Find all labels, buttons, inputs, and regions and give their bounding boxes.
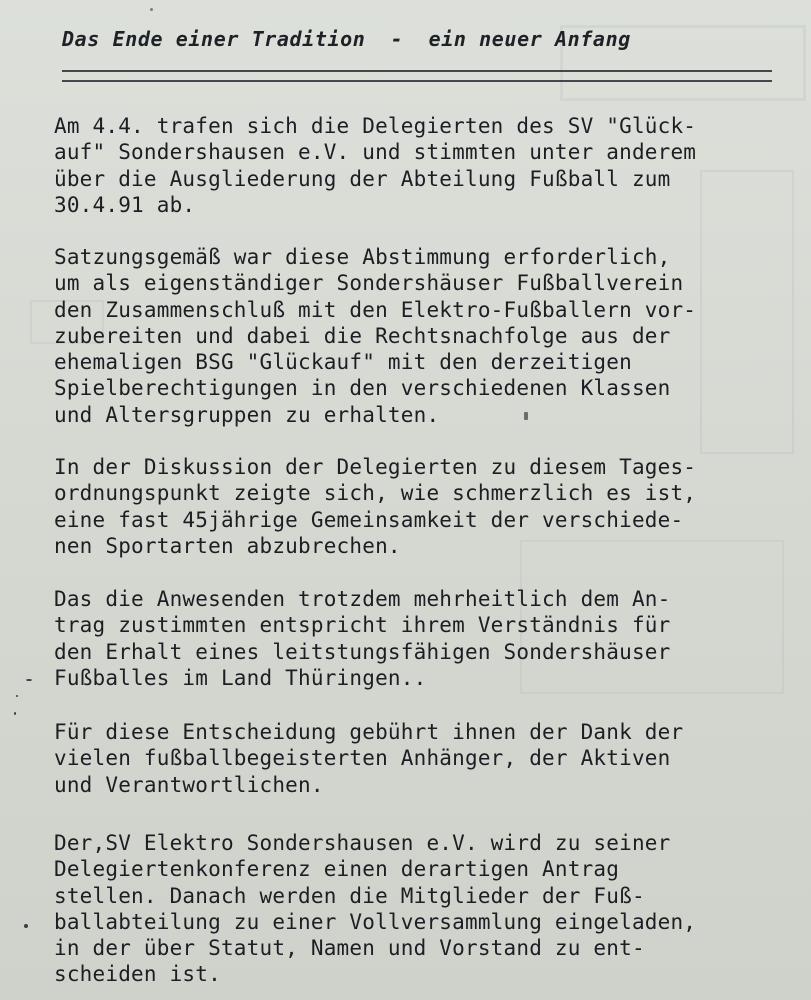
paragraph-4: Das die Anwesenden trotzdem mehrheitlich dem An- trag zustimmten entspricht ihrem Verständnis für den Erhalt eines leitstungsfähigen Sondershäuser Fußballes im Land Thüringen.. — [54, 587, 671, 690]
document-title: Das Ende einer Tradition - ein neuer Anfang — [62, 27, 631, 51]
ink-speck — [16, 695, 18, 697]
paragraph-1: Am 4.4. trafen sich die Delegierten des SV "Glück- auf" Sondershausen e.V. und stimmten unter anderem über die Ausgliederung der Abteilung Fußball zum 30.4.91 ab. — [54, 114, 697, 217]
ink-speck — [524, 412, 528, 420]
title-double-rule — [62, 70, 772, 82]
paragraph-5: Für diese Entscheidung gebührt ihnen der Dank der vielen fußballbegeisterten Anhänger, der Aktiven und Verantwortlichen. — [54, 720, 684, 797]
ink-speck — [26, 679, 32, 681]
paragraph-3: In der Diskussion der Delegierten zu diesem Tages- ordnungspunkt zeigte sich, wie schmerzlich es ist, eine fast 45jährige Gemeinsamkeit der verschiede- nen Sportarten abzubrechen. — [54, 455, 697, 558]
paragraph-6: Der,SV Elektro Sondershausen e.V. wird zu seiner Delegiertenkonferenz einen derartigen Antrag stellen. Danach werden die Mitglieder der Fuß- ballabteilung zu einer Vollversammlung eingeladen, in der über Statut, Namen und Vorstand zu ent- scheiden ist. — [54, 831, 697, 987]
ink-speck — [14, 712, 16, 715]
ink-speck — [24, 924, 28, 928]
ink-speck — [150, 8, 153, 11]
paragraph-2: Satzungsgemäß war diese Abstimmung erforderlich, um als eigenständiger Sondershäuser Fußballverein den Zusammenschluß mit den Elektro-Fußballern vor- zubereiten und dabei die Rechtsnachfolge aus der ehemaligen BSG "Glückauf" mit den derzeitigen Spielberechtigungen in den verschiedenen Klassen und Altersgruppen zu erhalten. — [54, 245, 697, 427]
